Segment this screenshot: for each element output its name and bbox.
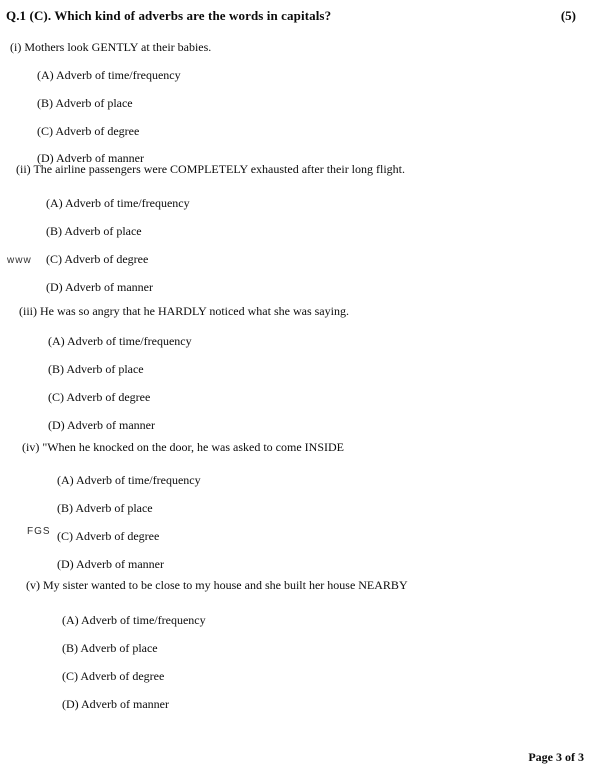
q5-option-d: (D) Adverb of manner xyxy=(62,697,169,711)
q3-option-b: (B) Adverb of place xyxy=(48,362,144,376)
q2-option-a: (A) Adverb of time/frequency xyxy=(46,196,190,210)
www-watermark: www xyxy=(7,255,32,266)
q3-option-c: (C) Adverb of degree xyxy=(48,390,151,404)
page-footer: Page 3 of 3 xyxy=(528,750,584,764)
q4-option-c: (C) Adverb of degree xyxy=(57,529,160,543)
question-header: Q.1 (C). Which kind of adverbs are the words in capitals? xyxy=(6,8,332,23)
q5-option-c: (C) Adverb of degree xyxy=(62,669,165,683)
question-i: (i) Mothers look GENTLY at their babies. xyxy=(10,40,212,54)
q2-option-b: (B) Adverb of place xyxy=(46,224,142,238)
fgs-watermark: FGS xyxy=(27,526,51,537)
q1-option-c: (C) Adverb of degree xyxy=(37,124,140,138)
question-iv: (iv) "When he knocked on the door, he was asked to come INSIDE xyxy=(22,440,344,454)
marks-label: (5) xyxy=(560,8,576,23)
q4-option-b: (B) Adverb of place xyxy=(57,501,153,515)
q1-option-a: (A) Adverb of time/frequency xyxy=(37,68,181,82)
q4-option-d: (D) Adverb of manner xyxy=(57,557,164,571)
q1-option-d: (D) Adverb of manner xyxy=(37,151,144,165)
question-ii: (ii) The airline passengers were COMPLETELY exhausted after their long flight. xyxy=(16,162,406,176)
q1-option-b: (B) Adverb of place xyxy=(37,96,133,110)
question-v: (v) My sister wanted to be close to my house and she built her house NEARBY xyxy=(26,578,408,592)
q5-option-a: (A) Adverb of time/frequency xyxy=(62,613,206,627)
q5-option-b: (B) Adverb of place xyxy=(62,641,158,655)
q3-option-a: (A) Adverb of time/frequency xyxy=(48,334,192,348)
q3-option-d: (D) Adverb of manner xyxy=(48,418,155,432)
question-iii: (iii) He was so angry that he HARDLY noticed what she was saying. xyxy=(19,304,349,318)
q2-option-c: (C) Adverb of degree xyxy=(46,252,149,266)
q4-option-a: (A) Adverb of time/frequency xyxy=(57,473,201,487)
q2-option-d: (D) Adverb of manner xyxy=(46,280,153,294)
